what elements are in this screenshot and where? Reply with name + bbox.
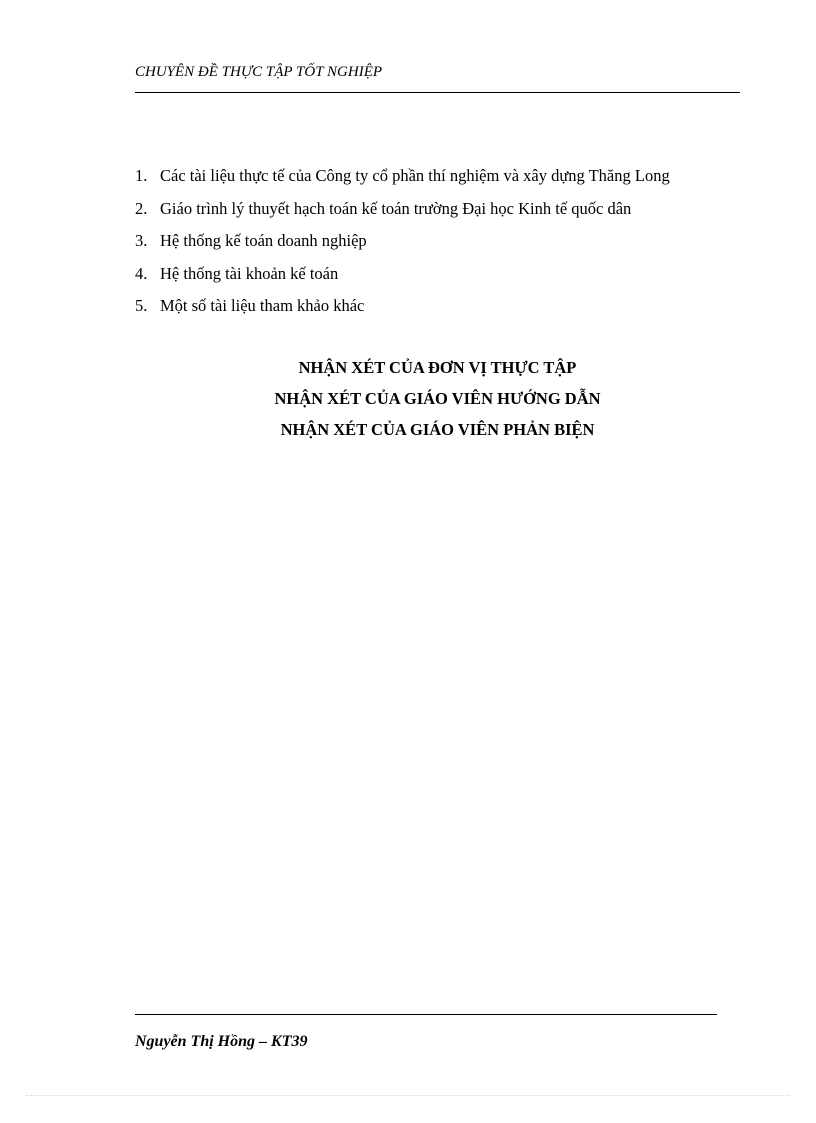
reference-number: 4. — [135, 263, 148, 283]
footer-divider — [135, 1014, 717, 1015]
reference-item — [135, 261, 670, 294]
footer-author: Nguyễn Thị Hồng – KT39 — [135, 1033, 308, 1050]
heading-reviewer-comments: NHẬN XÉT CỦA GIÁO VIÊN PHẢN BIỆN — [280, 420, 595, 439]
reference-list — [135, 163, 670, 326]
reference-item — [135, 163, 670, 196]
reference-number: 2. — [135, 198, 148, 218]
heading-internship-unit-comments: NHẬN XÉT CỦA ĐƠN VỊ THỰC TẬP — [298, 358, 577, 377]
comment-headings — [135, 355, 740, 448]
reference-item — [135, 228, 670, 261]
reference-number: 3. — [135, 231, 148, 250]
reference-text: Một số tài liệu tham khảo khác — [160, 296, 365, 315]
reference-number: 5. — [135, 296, 148, 315]
reference-text: Hệ thống kế toán doanh nghiệp — [160, 231, 367, 250]
reference-item — [135, 293, 670, 326]
reference-number: 1. — [135, 166, 148, 185]
header-divider — [135, 92, 740, 93]
reference-item — [135, 196, 670, 229]
page-bottom-edge — [26, 1095, 790, 1096]
running-header-title: CHUYÊN ĐỀ THỰC TẬP TỐT NGHIỆP — [135, 64, 383, 80]
reference-text: Hệ thống tài khoản kế toán — [160, 263, 339, 283]
reference-text: Các tài liệu thực tế của Công ty cổ phần thí nghiệm và xây dựng Thăng Long — [160, 166, 670, 185]
reference-text: Giáo trình lý thuyết hạch toán kế toán trường Đại học Kinh tế quốc dân — [160, 198, 632, 218]
heading-supervisor-comments: NHẬN XÉT CỦA GIÁO VIÊN HƯỚNG DẪN — [274, 389, 601, 408]
